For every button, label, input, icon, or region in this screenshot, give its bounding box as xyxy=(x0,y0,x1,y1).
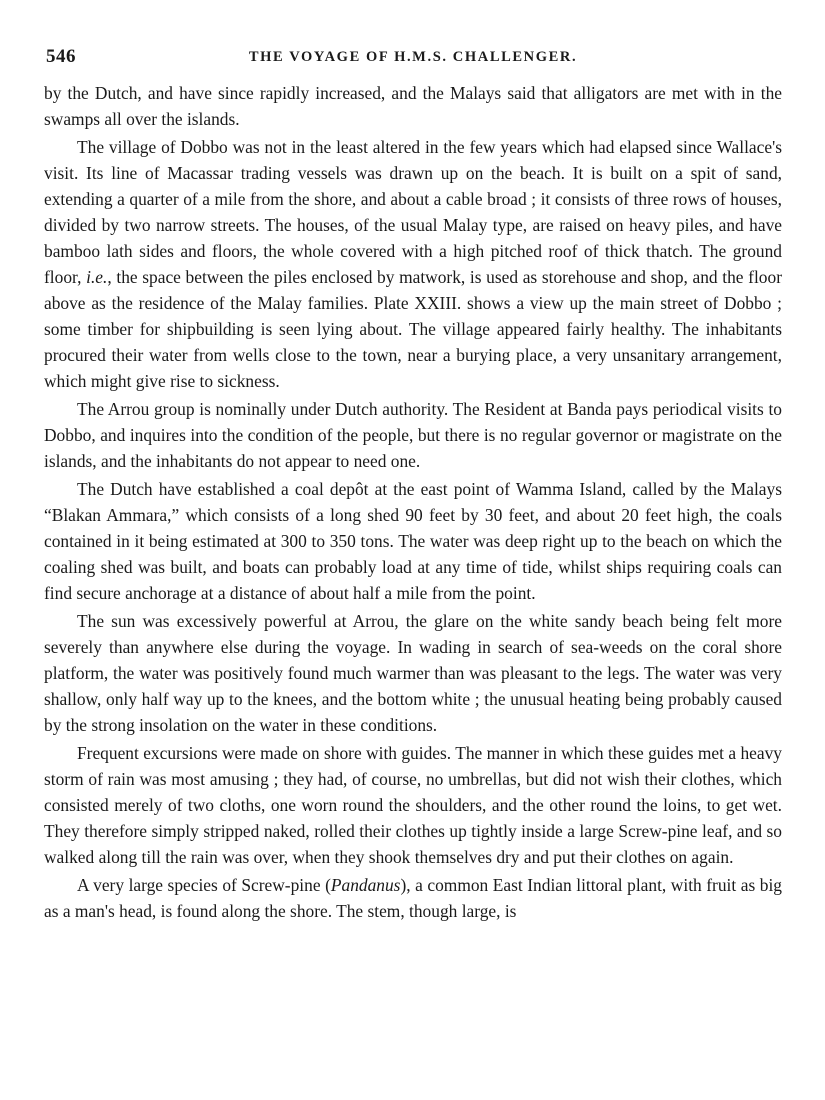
paragraph-village-of-dobbo: The village of Dobbo was not in the least altered in the few years which had elapsed since Wallace's visit. Its line of Macassar trading vessels was drawn up on the beach. It is built on a spit of sand, extending a quarter of a mile from the shore, and about a cable broad ; it consists of three rows of houses, divided by two narrow streets. The houses, of the usual Malay type, are raised on heavy piles, and have bamboo lath sides and floors, the whole covered with a high pitched roof of thick thatch. The ground floor, i.e., the space between the piles enclosed by matwork, is used as storehouse and shop, and the floor above as the residence of the Malay families. Plate XXIII. shows a view up the main street of Dobbo ; some timber for shipbuilding is seen lying about. The village appeared fairly healthy. The inhabitants procured their water from wells close to the town, near a burying place, a very unsanitary arrangement, which might give rise to sickness. xyxy=(44,137,782,391)
paragraph-arrou-group: The Arrou group is nominally under Dutch authority. The Resident at Banda pays periodical visits to Dobbo, and inquires into the condition of the people, but there is no regular governor or magistrate on the islands, and the inhabitants do not appear to need one. xyxy=(44,399,782,471)
paragraph-continuation: by the Dutch, and have since rapidly increased, and the Malays said that alligators are met with in the swamps all over the islands. xyxy=(44,83,782,129)
body-text xyxy=(44,80,782,924)
page-number: 546 xyxy=(46,46,76,67)
paragraph-sun-at-arrou: The sun was excessively powerful at Arrou, the glare on the white sandy beach being felt more severely than anywhere else during the voyage. In wading in search of sea-weeds on the coral shore platform, the water was positively found much warmer than was pleasant to the legs. The water was very shallow, only half way up to the knees, and the bottom white ; the unusual heating being probably caused by the strong insolation on the water in these conditions. xyxy=(44,611,782,735)
running-title: THE VOYAGE OF H.M.S. CHALLENGER. xyxy=(248,49,578,65)
paragraph-coal-depot: The Dutch have established a coal depôt at the east point of Wamma Island, called by the Malays “Blakan Ammara,” which consists of a long shed 90 feet by 30 feet, and about 20 feet high, the coals contained in it being estimated at 300 to 350 tons. The water was deep right up to the beach on which the coaling shed was built, and boats can probably load at any time of tide, whilst ships requiring coals can find secure anchorage at a distance of about half a mile from the point. xyxy=(44,479,782,603)
book-page xyxy=(44,46,782,924)
paragraph-excursions-with-guides: Frequent excursions were made on shore with guides. The manner in which these guides met a heavy storm of rain was most amusing ; they had, of course, no umbrellas, but did not wish their clothes, which consisted merely of two cloths, one worn round the shoulders, and the other round the loins, to get wet. They therefore simply stripped naked, rolled their clothes up tightly inside a large Screw-pine leaf, and so walked along till the rain was over, when they shook themselves dry and put their clothes on again. xyxy=(44,743,782,867)
running-header xyxy=(44,46,782,72)
italic-ie: i.e. xyxy=(86,267,108,287)
paragraph-screw-pine: A very large species of Screw-pine (Pandanus), a common East Indian littoral plant, with fruit as big as a man's head, is found along the shore. The stem, though large, is xyxy=(44,875,782,921)
italic-pandanus: Pandanus xyxy=(330,875,401,895)
